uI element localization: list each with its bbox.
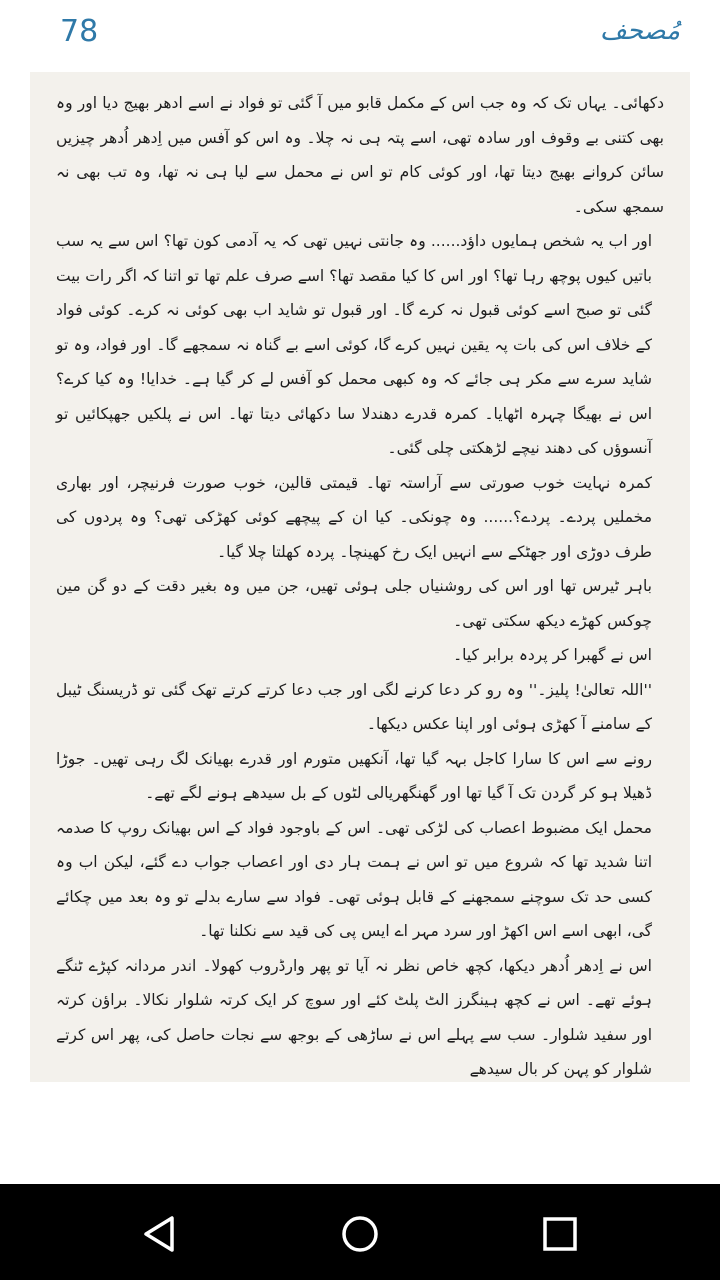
app-logo[interactable]: مُصحف <box>599 16 680 46</box>
navigation-bar <box>0 1184 720 1280</box>
paragraph: محمل ایک مضبوط اعصاب کی لڑکی تھی۔ اس کے باوجود فواد کے اس بھیانک روپ کا صدمہ اتنا شدید تھا کہ شروع میں تو اس نے ہمت ہار دی اور اعصاب جواب دے گئے، لیکن اب وہ کسی حد تک سوچنے سمجھنے کے قابل ہوئی تھی۔ فواد سے سارے بدلے تو وہ بعد میں چکائے گی، ابھی اسے اس اکھڑ اور سرد مہر اے ایس پی کی قید سے نکلنا تھا۔ <box>56 818 652 940</box>
home-button[interactable] <box>330 1204 390 1264</box>
paragraph: رونے سے اس کا سارا کاجل بہہ گیا تھا، آنکھیں متورم اور قدرے بھیانک لگ رہی تھیں۔ جوڑا ڈھیلا ہو کر گردن تک آ گیا تھا اور گھنگھریالی لٹوں کے بل سیدھے ہونے لگے تھے۔ <box>56 749 652 802</box>
paragraph: دکھائی۔ یہاں تک کہ وہ جب اس کے مکمل قابو میں آ گئی تو فواد نے اسے ادھر بھیج دیا اور وہ بھی کتنی بے وقوف اور سادہ تھی، اسے پتہ ہی نہ چلا۔ وہ اس کو آفس میں اِدھر اُدھر چیزیں سائن کروانے بھیج دیتا تھا، اور کوئی کام تو اس نے محمل سے لیا ہی نہ تھا، وہ تب بھی نہ سمجھ سکی۔ <box>56 94 664 216</box>
reader-header <box>0 0 720 70</box>
paragraph: ''اللہ تعالیٰ! پلیز۔'' وہ رو کر دعا کرنے لگی اور جب دعا کرتے کرتے تھک گئی تو ڈریسنگ ٹیبل کے سامنے آ کھڑی ہوئی اور اپنا عکس دیکھا۔ <box>56 680 652 733</box>
book-page[interactable] <box>30 72 690 1082</box>
recent-square-icon <box>540 1214 580 1254</box>
page-number: 78 <box>60 14 99 49</box>
paragraph: باہر ٹیرس تھا اور اس کی روشنیاں جلی ہوئی تھیں، جن میں وہ بغیر دقت کے دو گن مین چوکس کھڑے دیکھ سکتی تھی۔ <box>56 577 652 630</box>
home-circle-icon <box>340 1214 380 1254</box>
paragraph: اس نے اِدھر اُدھر دیکھا، کچھ خاص نظر نہ آیا تو پھر وارڈروب کھولا۔ اندر مردانہ کپڑے ٹنگے ہوئے تھے۔ اس نے کچھ ہینگرز الٹ پلٹ کئے اور سوچ کر ایک کرتہ شلوار نکالا۔ براؤن کرتہ اور سفید شلوار۔ سب سے پہلے اس نے ساڑھی کے بوجھ سے نجات حاصل کی، پھر اس کرتے شلوار کو پہن کر بال سیدھے <box>56 956 652 1078</box>
paragraph: اور اب یہ شخص ہمایوں داؤد...... وہ جانتی نہیں تھی کہ یہ آدمی کون تھا؟ اس سے یہ سب باتیں کیوں پوچھ رہا تھا؟ اور اس کا کیا مقصد تھا؟ اسے صرف علم تھا تو اتنا کہ اگر رات بیت گئی تو صبح اسے کوئی قبول نہ کرے گا۔ اور قبول تو شاید اب بھی کوئی نہ کرے۔ کوئی فواد کے خلاف اس کی بات پہ یقین نہیں کرے گا، کوئی اسے بے گناہ نہ سمجھے گا۔ اور فواد، وہ تو شاید سرے سے مکر ہی جائے کہ وہ کبھی محمل کو آفس لے کر گیا ہے۔ خدایا! وہ کیا کرے؟ اس نے بھیگا چہرہ اٹھایا۔ کمرہ قدرے دھندلا سا دکھائی دیتا تھا۔ اس نے پلکیں جھپکائیں تو آنسوؤں کی دھند نیچے لڑھکتی چلی گئی۔ <box>56 232 652 457</box>
back-button[interactable] <box>130 1204 190 1264</box>
paragraph: اس نے گھبرا کر پردہ برابر کیا۔ <box>453 646 652 664</box>
recent-apps-button[interactable] <box>530 1204 590 1264</box>
paragraph: کمرہ نہایت خوب صورتی سے آراستہ تھا۔ قیمتی قالین، خوب صورت فرنیچر، اور بھاری مخملیں پردے۔ پردے؟...... وہ چونکی۔ کیا ان کے پیچھے کوئی کھڑکی تھی؟ وہ پردوں کی طرف دوڑی اور جھٹکے سے انہیں ایک رخ کھینچا۔ پردہ کھلتا چلا گیا۔ <box>56 473 652 561</box>
back-triangle-icon <box>140 1214 180 1254</box>
